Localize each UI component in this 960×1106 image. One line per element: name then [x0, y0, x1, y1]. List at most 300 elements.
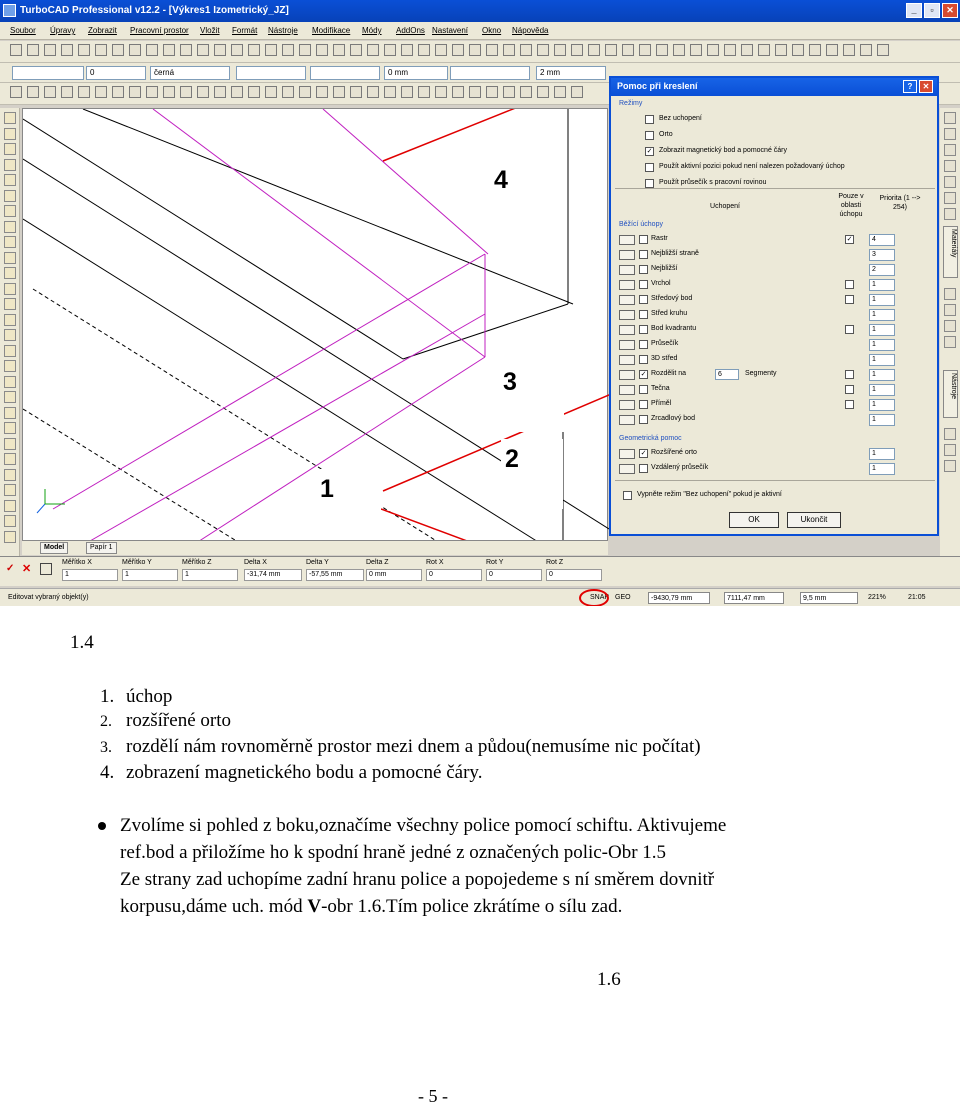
toolbar-icon[interactable] [775, 44, 787, 56]
geo-aid-icon [619, 449, 635, 459]
toolbar-icon[interactable] [129, 44, 141, 56]
palette-icon[interactable] [944, 428, 956, 440]
minimize-button[interactable]: _ [906, 3, 922, 18]
snap-checkbox[interactable] [639, 280, 648, 289]
snap-row[interactable] [619, 294, 935, 308]
toolbar-icon[interactable] [78, 44, 90, 56]
app-icon [3, 4, 16, 17]
coordinate-bar [0, 556, 960, 586]
para-line-1: Zvolíme si pohled z boku,označíme všechny police pomocí schiftu. Aktivujeme [120, 815, 727, 836]
geo-aid-checkbox[interactable] [639, 464, 648, 473]
toolbar-icon[interactable] [758, 44, 770, 56]
snap-mode-icon [619, 340, 635, 350]
snap-row[interactable] [619, 414, 935, 428]
toolbar-icon[interactable] [384, 44, 396, 56]
snap-toolbar-icon[interactable] [95, 86, 107, 98]
snap-checkbox[interactable] [639, 310, 648, 319]
toolbar-icon[interactable] [486, 44, 498, 56]
disable-no-snap-row[interactable] [623, 490, 923, 502]
rot-x-field[interactable]: 0 [426, 569, 482, 581]
toolbar-icon[interactable] [673, 44, 685, 56]
toolbar-icon[interactable] [214, 44, 226, 56]
check-icon[interactable]: ✓ [6, 563, 15, 574]
snap-toolbar-icon[interactable] [214, 86, 226, 98]
rot-x-label: Rot X [426, 559, 444, 566]
palette-icon[interactable] [944, 176, 956, 188]
mode-row[interactable] [645, 178, 935, 190]
para-line-4b: -obr 1.6.Tím police zkrátíme o sílu zad. [321, 896, 623, 917]
clock: 21:05 [908, 594, 926, 601]
priority-field[interactable]: 1 [869, 399, 895, 411]
priority-field[interactable]: 1 [869, 294, 895, 306]
delta-x-label: Delta X [244, 559, 267, 566]
snap-toolbar-icon[interactable] [112, 86, 124, 98]
scale-y-field[interactable]: 1 [122, 569, 178, 581]
menu-settings[interactable]: Nastavení [432, 26, 469, 35]
area-only-checkbox[interactable] [845, 295, 854, 304]
right-tool-palette [940, 108, 960, 556]
snap-toolbar-icon[interactable] [299, 86, 311, 98]
toolbar-icon[interactable] [163, 44, 175, 56]
snap-checkbox[interactable] [639, 385, 648, 394]
scale-z-label: Měřítko Z [182, 559, 212, 566]
window-title: TurboCAD Professional v12.2 - [Výkres1 Izometrický_JZ] [20, 5, 289, 16]
priority-field[interactable]: 1 [869, 384, 895, 396]
area-only-checkbox[interactable]: ✓ [846, 236, 853, 243]
list-num-4: 4. [100, 762, 115, 783]
priority-field[interactable]: 1 [869, 369, 895, 381]
tool-icon[interactable] [4, 345, 16, 357]
tool-icon[interactable] [4, 221, 16, 233]
snap-label: Nejbližší [651, 265, 678, 272]
tool-icon[interactable] [4, 252, 16, 264]
toolbar-icon[interactable] [622, 44, 634, 56]
toolbar-icon[interactable] [146, 44, 158, 56]
layer-value[interactable]: 0 [86, 66, 146, 80]
toolbar-icon[interactable] [588, 44, 600, 56]
snap-toolbar-icon[interactable] [554, 86, 566, 98]
tab-paper[interactable]: Papír 1 [86, 542, 117, 554]
sheet-tabs [22, 540, 608, 555]
tool-icon[interactable] [4, 407, 16, 419]
toolbar-icon[interactable] [843, 44, 855, 56]
snap-row[interactable] [619, 339, 935, 353]
materials-tab[interactable]: Materiály [943, 226, 958, 278]
priority-field[interactable]: 1 [869, 448, 895, 460]
callout-3: 3 [499, 362, 564, 432]
snap-label: Příměl [651, 400, 672, 407]
scale-x-label: Měřítko X [62, 559, 92, 566]
snap-label: Průsečík [651, 340, 679, 347]
snap-label: Střed kruhu [651, 310, 688, 317]
toolbar-icon[interactable] [452, 44, 464, 56]
snap-mode-icon [619, 250, 635, 260]
toolbar-icon[interactable] [520, 44, 532, 56]
close-button[interactable]: ✕ [942, 3, 958, 18]
toolbar-icon[interactable] [367, 44, 379, 56]
para-line-4 [120, 893, 860, 920]
area-only-checkbox[interactable] [845, 280, 854, 289]
snap-toolbar-icon[interactable] [418, 86, 430, 98]
toolbar-icon[interactable] [741, 44, 753, 56]
palette-icon[interactable] [944, 160, 956, 172]
mode-row[interactable] [645, 162, 935, 174]
snap-toolbar-icon[interactable] [180, 86, 192, 98]
toolbar-icon[interactable] [860, 44, 872, 56]
list-item-4: zobrazení magnetického bodu a pomocné čáry. [126, 762, 483, 783]
snap-row[interactable] [619, 279, 935, 293]
mode-row[interactable] [645, 146, 935, 158]
palette-icon[interactable] [944, 304, 956, 316]
toolbar-icon[interactable] [690, 44, 702, 56]
snap-toolbar-icon[interactable] [469, 86, 481, 98]
dialog-help-button[interactable]: ? [903, 80, 917, 93]
snap-toolbar-icon[interactable] [520, 86, 532, 98]
tool-icon[interactable] [4, 190, 16, 202]
snap-toolbar-icon[interactable] [248, 86, 260, 98]
delta-x-field[interactable]: -31,74 mm [244, 569, 302, 581]
toolbar-icon[interactable] [333, 44, 345, 56]
toolbar-icon[interactable] [809, 44, 821, 56]
geo-aid-label: Vzdálený průsečík [651, 464, 709, 471]
tool-icon[interactable] [4, 283, 16, 295]
snap-row[interactable] [619, 384, 935, 398]
geo-aid-checkbox[interactable]: ✓ [640, 450, 647, 457]
area-only-checkbox[interactable] [845, 325, 854, 334]
tool-icon[interactable] [4, 205, 16, 217]
toolbar-icon[interactable] [197, 44, 209, 56]
snap-toolbar-icon[interactable] [503, 86, 515, 98]
mode-checkbox[interactable] [645, 131, 654, 140]
mode-checkbox[interactable]: ✓ [646, 148, 653, 155]
snap-toolbar-icon[interactable] [571, 86, 583, 98]
snap-row[interactable] [619, 264, 935, 278]
snap-toolbar-icon[interactable] [78, 86, 90, 98]
mode-checkbox[interactable] [645, 115, 654, 124]
palette-icon[interactable] [944, 288, 956, 300]
toolbar-icon[interactable] [571, 44, 583, 56]
snap-highlight-circle [579, 589, 609, 606]
snap-label: Vrchol [651, 280, 671, 287]
toolbar-icon[interactable] [503, 44, 515, 56]
dialog-close-button[interactable]: ✕ [919, 80, 933, 93]
scale-x-field[interactable]: 1 [62, 569, 118, 581]
disable-no-snap-checkbox[interactable] [623, 491, 632, 500]
snap-toolbar-icon[interactable] [384, 86, 396, 98]
palette-icon[interactable] [944, 320, 956, 332]
toolbar-icon[interactable] [10, 44, 22, 56]
drawing-canvas[interactable] [22, 108, 608, 544]
snap-checkbox[interactable] [639, 295, 648, 304]
palette-icon[interactable] [944, 336, 956, 348]
snap-mode-icon [619, 400, 635, 410]
toolbar-icon[interactable] [350, 44, 362, 56]
segments-field[interactable]: 6 [715, 369, 739, 380]
restore-button[interactable]: ▫ [924, 3, 940, 18]
snap-label: Rastr [651, 235, 668, 242]
dialog-title-bar [611, 78, 937, 96]
pattern-combo[interactable] [450, 66, 530, 80]
tool-icon[interactable] [4, 329, 16, 341]
tool-icon[interactable] [4, 469, 16, 481]
toolbar-icon[interactable] [231, 44, 243, 56]
height-field[interactable]: 2 mm [536, 66, 606, 80]
menu-format[interactable]: Formát [232, 26, 258, 35]
snap-toolbar-icon[interactable] [350, 86, 362, 98]
snap-label: Rozdělit na [651, 370, 687, 377]
toolbar-icon[interactable] [248, 44, 260, 56]
palette-icon[interactable] [944, 460, 956, 472]
toolbar-icon[interactable] [27, 44, 39, 56]
ok-button[interactable]: OK [729, 512, 779, 528]
snap-checkbox[interactable] [639, 355, 648, 364]
para-line-3: Ze strany zad uchopíme zadní hranu police a popojedeme s ní směrem dovnitř [120, 869, 715, 890]
callout-1: 1 [316, 469, 381, 545]
tool-icon[interactable] [4, 314, 16, 326]
snap-toolbar-icon[interactable] [231, 86, 243, 98]
snap-toolbar-icon[interactable] [44, 86, 56, 98]
toolbar-icon[interactable] [435, 44, 447, 56]
snap-row[interactable] [619, 234, 935, 248]
toolbar-icon[interactable] [826, 44, 838, 56]
snap-toolbar-icon[interactable] [163, 86, 175, 98]
snap-toolbar-icon[interactable] [10, 86, 22, 98]
tool-icon[interactable] [4, 112, 16, 124]
area-only-checkbox[interactable] [845, 370, 854, 379]
instruction-paragraph [120, 812, 860, 920]
snap-indicator[interactable]: SNAP [590, 594, 610, 601]
list-num-2: 2. [100, 713, 112, 730]
toolbar-icon[interactable] [656, 44, 668, 56]
mode-checkbox[interactable] [645, 163, 654, 172]
snap-mode-icon [619, 370, 635, 380]
tool-icon[interactable] [4, 174, 16, 186]
list-num-1: 1. [100, 686, 115, 707]
snap-mode-icon [619, 235, 635, 245]
toolbar-icon[interactable] [61, 44, 73, 56]
tool-icon[interactable] [4, 159, 16, 171]
toolbar-icon[interactable] [282, 44, 294, 56]
snap-label: Zrcadlový bod [651, 415, 695, 422]
snap-toolbar-icon[interactable] [367, 86, 379, 98]
menu-file[interactable]: Soubor [10, 26, 36, 35]
priority-field[interactable]: 1 [869, 354, 895, 366]
tool-icon[interactable] [4, 453, 16, 465]
toolbar-icon[interactable] [469, 44, 481, 56]
bullet-dot [98, 822, 106, 830]
palette-icon[interactable] [944, 144, 956, 156]
snap-row[interactable] [619, 369, 935, 383]
delta-y-field[interactable]: -57,55 mm [306, 569, 364, 581]
snap-toolbar-icon[interactable] [129, 86, 141, 98]
geo-aid-row[interactable] [619, 448, 935, 462]
snap-toolbar-icon[interactable] [486, 86, 498, 98]
tool-icon[interactable] [4, 360, 16, 372]
priority-field[interactable]: 1 [869, 463, 895, 475]
snap-row[interactable] [619, 324, 935, 338]
mode-checkbox[interactable] [645, 179, 654, 188]
snap-toolbar-icon[interactable] [435, 86, 447, 98]
snap-checkbox[interactable] [639, 265, 648, 274]
priority-field[interactable]: 1 [869, 279, 895, 291]
tool-icon[interactable] [4, 531, 16, 543]
snap-row[interactable] [619, 309, 935, 323]
snap-checkbox[interactable] [639, 340, 648, 349]
toolbar-icon[interactable] [299, 44, 311, 56]
tool-icon[interactable] [4, 128, 16, 140]
tool-icon[interactable] [4, 236, 16, 248]
snap-checkbox[interactable] [639, 400, 648, 409]
tool-icon[interactable] [4, 422, 16, 434]
tool-icon[interactable] [4, 376, 16, 388]
geo-indicator[interactable]: GEO [615, 594, 631, 601]
snap-label: 3D střed [651, 355, 678, 362]
palette-icon[interactable] [944, 444, 956, 456]
palette-icon[interactable] [944, 112, 956, 124]
menu-help[interactable]: Nápověda [512, 26, 549, 35]
area-only-checkbox[interactable] [845, 400, 854, 409]
tool-icon[interactable] [4, 267, 16, 279]
snap-checkbox[interactable]: ✓ [640, 371, 647, 378]
palette-icon[interactable] [944, 208, 956, 220]
toolbar-icon[interactable] [707, 44, 719, 56]
cancel-button[interactable]: Ukončit [787, 512, 841, 528]
snap-toolbar-icon[interactable] [61, 86, 73, 98]
tool-icon[interactable] [4, 143, 16, 155]
menu-modify[interactable]: Modifikace [312, 26, 351, 35]
area-only-checkbox[interactable] [845, 385, 854, 394]
linewidth-combo[interactable] [310, 66, 380, 80]
menu-edit[interactable]: Úpravy [50, 26, 76, 35]
dialog-title: Pomoc při kreslení [617, 81, 698, 91]
priority-field[interactable]: 1 [869, 324, 895, 336]
figure-label: 1.4 [70, 632, 94, 653]
toolbar-icon[interactable] [724, 44, 736, 56]
page-number: - 5 - [418, 1086, 448, 1106]
snap-checkbox[interactable] [639, 235, 648, 244]
snap-toolbar-icon[interactable] [316, 86, 328, 98]
menu-modes[interactable]: Módy [362, 26, 382, 35]
mode-label: Orto [659, 131, 673, 138]
tool-icon[interactable] [4, 298, 16, 310]
palette-icon[interactable] [944, 128, 956, 140]
rot-y-field[interactable]: 0 [486, 569, 542, 581]
tool-icon[interactable] [4, 438, 16, 450]
palette-icon[interactable] [944, 192, 956, 204]
para-line-2: ref.bod a přiložíme ho k spodní hraně jedné z označených polic-Obr 1.5 [120, 842, 667, 863]
para-line-4a: korpusu,dáme uch. mód [120, 896, 308, 917]
snap-toolbar-icon[interactable] [282, 86, 294, 98]
list-item-2: rozšířené orto [126, 710, 231, 731]
snap-checkbox[interactable] [639, 415, 648, 424]
col-priority-header: Priorita (1 --> 254) [879, 195, 921, 211]
tool-icon[interactable] [4, 515, 16, 527]
tools-tab[interactable]: Nástroje [943, 370, 958, 418]
cancel-icon[interactable]: ✕ [22, 563, 32, 575]
mode-label: Použít průsečík s pracovní rovinou [659, 179, 767, 186]
priority-field[interactable]: 1 [869, 309, 895, 321]
mode-row[interactable] [645, 114, 935, 126]
col-area-header: Pouze v oblasti úchopu [838, 193, 864, 218]
priority-field[interactable]: 4 [869, 234, 895, 246]
mode-row[interactable] [645, 130, 935, 142]
snap-toolbar-icon[interactable] [197, 86, 209, 98]
toolbar-icon[interactable] [554, 44, 566, 56]
priority-field[interactable]: 1 [869, 339, 895, 351]
snap-toolbar-icon[interactable] [146, 86, 158, 98]
menu-tools[interactable]: Nástroje [268, 26, 298, 35]
toolbar-icon[interactable] [180, 44, 192, 56]
priority-field[interactable]: 1 [869, 414, 895, 426]
tool-icon[interactable] [4, 391, 16, 403]
scale-z-field[interactable]: 1 [182, 569, 238, 581]
options-icon[interactable] [40, 563, 52, 575]
snap-toolbar-icon[interactable] [333, 86, 345, 98]
toolbar-icon[interactable] [877, 44, 889, 56]
thickness-field[interactable]: 0 mm [384, 66, 448, 80]
menu-bar [0, 22, 960, 40]
priority-field[interactable]: 3 [869, 249, 895, 261]
snap-toolbar-icon[interactable] [27, 86, 39, 98]
toolbar-icon[interactable] [792, 44, 804, 56]
menu-view[interactable]: Zobrazit [88, 26, 117, 35]
snap-toolbar-icon[interactable] [537, 86, 549, 98]
menu-addons[interactable]: AddOns [396, 26, 425, 35]
toolbar-icon[interactable] [401, 44, 413, 56]
col-snap-header: Uchopení [710, 203, 740, 210]
snap-toolbar-icon[interactable] [452, 86, 464, 98]
snap-checkbox[interactable] [639, 250, 648, 259]
delta-z-field[interactable]: 0 mm [366, 569, 422, 581]
priority-field[interactable]: 2 [869, 264, 895, 276]
tab-model[interactable]: Model [40, 542, 68, 554]
toolbar-icon[interactable] [44, 44, 56, 56]
toolbar-icon[interactable] [95, 44, 107, 56]
layer-combo[interactable] [12, 66, 84, 80]
toolbar-icon[interactable] [639, 44, 651, 56]
toolbar-icon[interactable] [265, 44, 277, 56]
snap-toolbar-icon[interactable] [401, 86, 413, 98]
left-tool-palette [0, 108, 20, 556]
toolbar-icon[interactable] [605, 44, 617, 56]
z-coordinate: 9,5 mm [800, 592, 858, 604]
linestyle-combo[interactable] [236, 66, 306, 80]
snap-mode-icon [619, 265, 635, 275]
snap-mode-icon [619, 325, 635, 335]
modes-group-label: Režimy [619, 100, 643, 107]
toolbar-icon[interactable] [418, 44, 430, 56]
rot-z-field[interactable]: 0 [546, 569, 602, 581]
snap-toolbar-icon[interactable] [265, 86, 277, 98]
toolbar-icon[interactable] [316, 44, 328, 56]
toolbar-icon[interactable] [112, 44, 124, 56]
tool-icon[interactable] [4, 500, 16, 512]
menu-window[interactable]: Okno [482, 26, 502, 35]
snap-checkbox[interactable] [639, 325, 648, 334]
menu-workspace[interactable]: Pracovní prostor [130, 26, 189, 35]
geo-aid-row[interactable] [619, 463, 935, 477]
snap-label: Bod kvadrantu [651, 325, 697, 332]
snap-row[interactable] [619, 249, 935, 263]
rot-z-label: Rot Z [546, 559, 564, 566]
toolbar-icon[interactable] [537, 44, 549, 56]
color-combo[interactable]: černá [150, 66, 230, 80]
snap-row[interactable] [619, 354, 935, 368]
callout-4: 4 [490, 160, 560, 250]
snap-row[interactable] [619, 399, 935, 413]
tool-icon[interactable] [4, 484, 16, 496]
menu-insert[interactable]: Vložit [200, 26, 220, 35]
